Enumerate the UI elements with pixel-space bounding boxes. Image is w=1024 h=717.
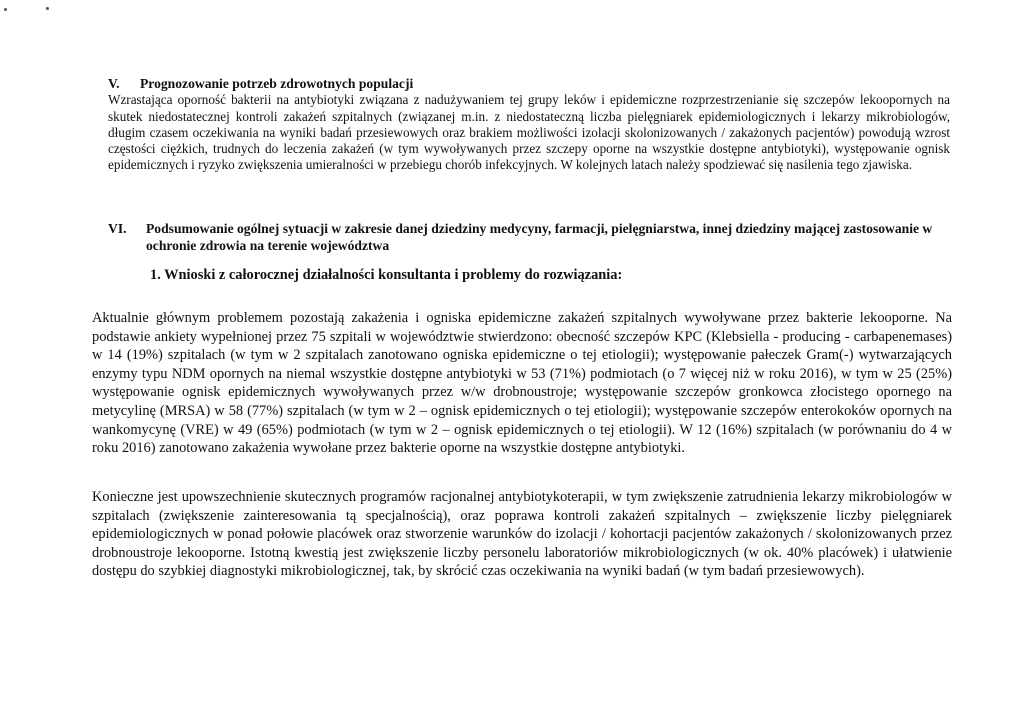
subsection-1-number: 1. xyxy=(150,267,161,283)
section-v-number: V. xyxy=(108,76,120,91)
paragraph-2 xyxy=(92,488,952,581)
section-v-title: Prognozowanie potrzeb zdrowotnych populacji xyxy=(140,76,414,91)
subsection-1-title: Wnioski z całorocznej działalności konsultanta i problemy do rozwiązania: xyxy=(164,267,623,283)
scan-artifact-dot xyxy=(46,7,49,10)
section-vi-heading xyxy=(108,221,950,254)
section-vi-number: VI. xyxy=(108,221,127,236)
subsection-1-heading xyxy=(150,266,930,284)
section-v-heading xyxy=(108,76,950,92)
paragraph-1-text: Aktualnie głównym problemem pozostają zakażenia i ogniska epidemiczne zakażeń szpitalnych wywoływane przez bakterie lekooporne. Na podstawie ankiety wypełnionej przez 75 szpitali w województwie stwierdzono: obecność szczepów KPC (Klebsiella - producing - carbapenemases) w 14 (19%) szpitalach (w tym w 2 szpitalach zanotowano ogniska epidemiczne o tej etiologii); występowanie pałeczek Gram(-) wytwarzających enzymy typu NDM opornych na niemal wszystkie dostępne antybiotyki w 53 (71%) podmiotach (o 7 więcej niż w roku 2016), w tym w 25 (25%) występowanie ognisk epidemicznych wywoływanych przez w/w drobnoustroje; występowanie szczepów gronkowca złocistego opornego na metycylinę (MRSA) w 58 (77%) szpitalach (w tym w 2 – ognisk epidemicznych o tej etiologii); występowanie szczepów enterokoków opornych na wankomycynę (VRE) w 49 (65%) podmiotach (w tym w 2 – ognisk epidemicznych o tej etiologii). W 12 (16%) szpitalach (w porównaniu do 4 w roku 2016) zanotowano zakażenia wywołane przez bakterie oporne na wszystkie dostępne antybiotyki. xyxy=(92,310,952,457)
section-v-body: Wzrastająca oporność bakterii na antybiotyki związana z nadużywaniem tej grupy leków i epidemiczne rozprzestrzenianie się szczepów lekoopornych na skutek niedostatecznej kontroli zakażeń szpitalnych (związanej m.in. z niedostateczną liczba pielęgniarek epidemiologicznych i lekarzy mikrobiologów, długim czasem oczekiwania na wyniki badań przesiewowych oraz brakiem możliwości izolacji skolonizowanych / zakażonych pacjentów) powodują wzrost częstości ciężkich, trudnych do leczenia zakażeń (w tym wywoływanych przez szczepy oporne na wszystkie dostępne antybiotyki), występowanie ognisk epidemicznych i ryzyko zwiększenia umieralności w przebiegu chorób infekcyjnych. W kolejnych latach należy spodziewać się nasilenia tego zjawiska. xyxy=(108,92,950,173)
paragraph-2-text: Konieczne jest upowszechnienie skutecznych programów racjonalnej antybiotykoterapii, w tym zwiększenie zatrudnienia lekarzy mikrobiologów w szpitalach (zwiększenie zainteresowania tą specjalnością), oraz poprawa kontroli zakażeń szpitalnych – zwiększenie liczby pielęgniarek epidemiologicznych w ponad połowie placówek oraz stworzenie warunków do izolacji / kohortacji pacjentów zakażonych / skolonizowanych przez drobnoustroje lekooporne. Istotną kwestią jest zwiększenie liczby personelu laboratoriów mikrobiologicznych (w ok. 40% placówek) i ułatwienie dostępu do szybkiej diagnostyki mikrobiologicznej, tak, by skrócić czas oczekiwania na wyniki badań (w tym badań przesiewowych). xyxy=(92,489,952,580)
paragraph-1 xyxy=(92,309,952,458)
section-v xyxy=(108,76,950,174)
scan-artifact-dot xyxy=(4,8,7,11)
section-vi-title: Podsumowanie ogólnej sytuacji w zakresie danej dziedziny medycyny, farmacji, pielęgniarstwa, innej dziedziny mającej zastosowanie w ochronie zdrowia na terenie województwa xyxy=(146,221,933,253)
